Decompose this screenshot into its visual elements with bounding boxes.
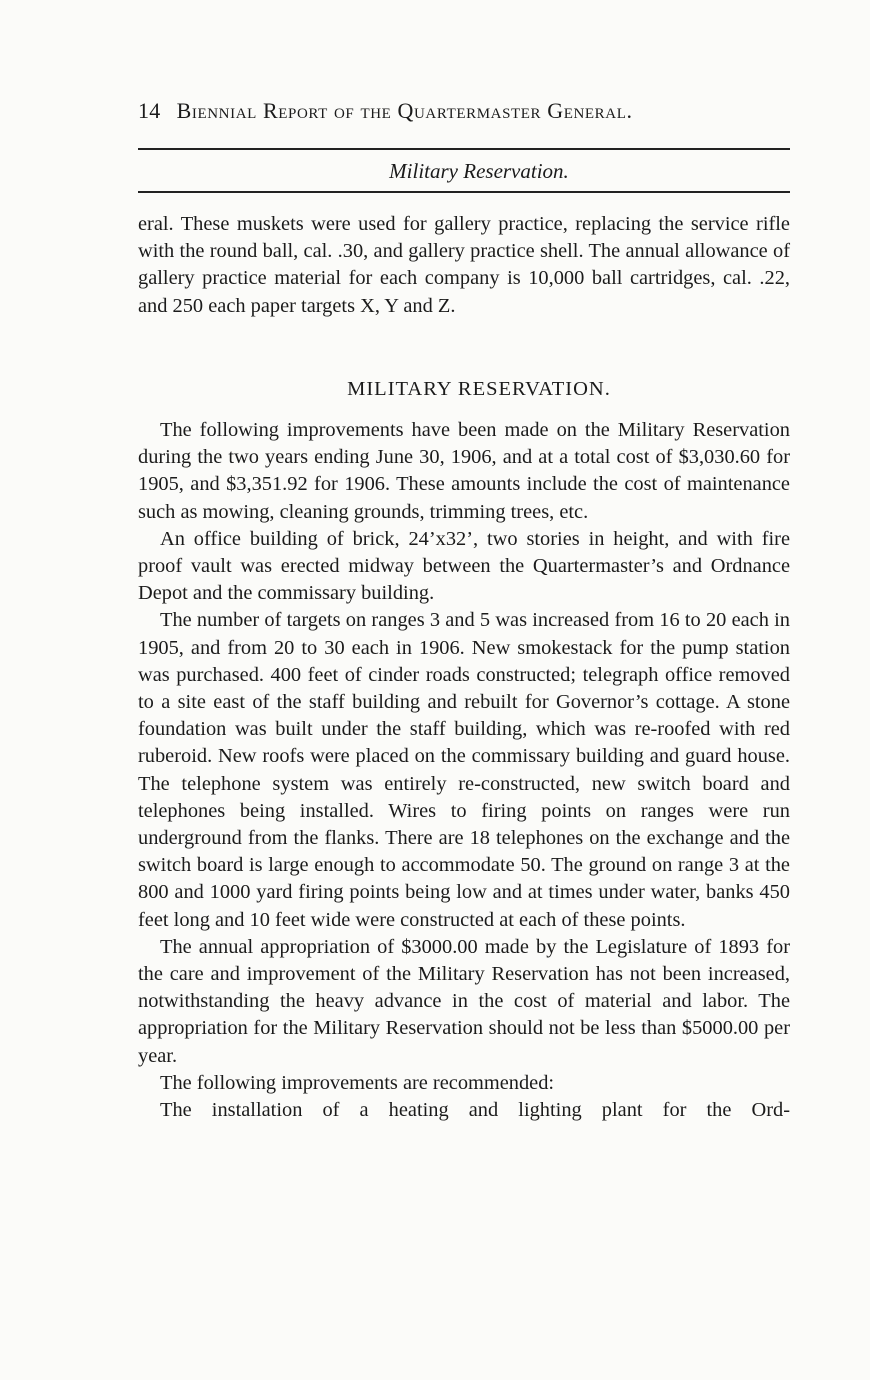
section-heading: MILITARY RESERVATION.	[347, 377, 611, 400]
running-head-title: Biennial Report of the Quartermaster General.	[176, 98, 633, 123]
page-number: 14	[138, 98, 161, 123]
continuation-paragraph: eral. These muskets were used for gallery practice, replacing the service rifle with the round ball, cal. .30, and gallery practice shell. The annual allowance of gallery practice material for each company is 10,000 ball cartridges, cal. .22, and 250 each paper targets X, Y and Z.	[138, 213, 790, 317]
paragraph-improvements: The following improvements have been made on the Military Reservation during the two years ending June 30, 1906, and at a total cost of $3,030.60 for 1905, and $3,351.92 for 1906. These amounts include the cost of maintenance such as mowing, cleaning grounds, trimming trees, etc.	[138, 419, 790, 523]
running-head	[138, 98, 790, 132]
document-page	[138, 98, 790, 1124]
header-rule-bottom	[138, 191, 790, 193]
paragraph-recommended: The following improvements are recommended:	[160, 1071, 555, 1094]
section-subhead: Military Reservation.	[389, 159, 569, 183]
body-text	[138, 211, 790, 1124]
paragraph-appropriation: The annual appropriation of $3000.00 made by the Legislature of 1893 for the care and improvement of the Military Reservation has not been increased, notwithstanding the heavy advance in the cost of material and labor. The appropriation for the Military Reservation should not be less than $5000.00 per year.	[138, 935, 790, 1067]
paragraph-heating-plant: The installation of a heating and lighting plant for the Ord-	[160, 1099, 790, 1122]
paragraph-targets: The number of targets on ranges 3 and 5 was increased from 16 to 20 each in 1905, and from 20 to 30 each in 1906. New smokestack for the pump station was purchased. 400 feet of cinder roads constructed; telegraph office removed to a site east of the staff building and rebuilt for Governor’s cottage. A stone foundation was built under the staff building, which was re-roofed with red ruberoid. New roofs were placed on the commissary building and guard house. The telephone system was entirely re-constructed, new switch board and telephones being installed. Wires to firing points on ranges were run underground from the flanks. There are 18 telephones on the exchange and the switch board is large enough to accommodate 50. The ground on range 3 at the 800 and 1000 yard firing points being low and at times under water, banks 450 feet long and 10 feet wide were constructed at each of these points.	[138, 609, 790, 931]
paragraph-office-building: An office building of brick, 24’x32’, two stories in height, and with fire proof vault was erected midway between the Quartermaster’s and Ordnance Depot and the commissary building.	[138, 527, 790, 605]
